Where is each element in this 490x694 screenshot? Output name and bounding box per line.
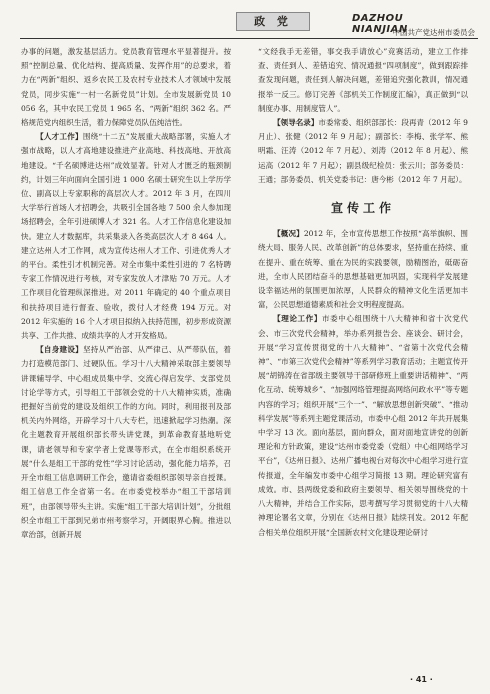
entry-text: 2012 年，全市宣传思想工作按照“高举旗帜、围绕大局、服务人民、改革创新”的总体要求，坚持重在持续、重在提升、重在统筹、重在为民的实践要领，励精图治，砥砺奋进，全市人民团结奋斗的思想基础更加巩固，实现科学发展建设幸福达州的氛围更加浓厚，人民群众的精神文化生活更加丰富，公民思想道德素质和社会文明程度提高。	[258, 229, 468, 310]
journal-subtitle: 中国共产党达州市委员会	[392, 28, 475, 37]
entry-heading: 【理论工作】	[273, 314, 322, 324]
paragraph: 办事的问题，激发基层活力。党员教育管理水平显著提升。按照“控制总量、优化结构、提高质量、发挥作用”的总要求，着力在“两新”组织、返乡农民工及农村专业技术人才领域中发展党员，同步实施“一村一名新党员”计划。全市发展新党员 10 056 名，其中农民工党员 1 965 名、“两新”组织 362 名。严格规范党内组织生活，着力保障党员队伍纯洁性。	[21, 47, 231, 128]
paragraph	[21, 343, 231, 542]
page-number: · 41 ·	[410, 675, 433, 684]
paragraph	[21, 130, 231, 343]
entry-heading: 【领导名录】	[273, 118, 319, 128]
section-heading: 宣传工作	[330, 201, 395, 216]
header-rule	[20, 38, 478, 39]
entry-heading: 【概况】	[273, 229, 304, 239]
right-column	[258, 45, 468, 540]
journal-title: DAZHOU NIANJIAN	[352, 13, 408, 35]
entry-text: 围绕“十二五”发展重大战略部署，实施人才强市战略，以人才高地建设推进产业高地、科技高地、开放高地建设。“千名硕博进达州”成效显著。针对人才匮乏的瓶颈制约，计划三年向面向全国引进 1 000 名硕士研究生以上学历学位、副高以上专家职称的高层次人才。2012 年 3 月，在四川大学举行首场人才招聘会，共吸引全国各地 7 500 余人参加现场招聘会，全年引进硕博人才 321 名。人才工作信息化建设加快。建立人才数据库，共采集录入各类高层次人才 8 464 人。建立达州人才工作网，成为宣传达州人才工作、引进优秀人才的平台。柔性引才机制完善。对全市集中柔性引进的 7 名特聘专家工作情况进行考核，对专家发放人才津贴 70 万元。人才工作项目化管理纵深推进。对 2011 年确定的 40 个重点项目和扶持项目进行督查、验收，拨付人才经费 194 万元。对 2012 年实施的 16 个人才项目拟纳入扶持范围，初步形成资源共享、工作共推、成绩共享的人才开发格局。	[21, 132, 231, 341]
entry-text: 市委常委、组织部部长：段再青（2012 年 9 月止）、张健（2012 年 9 月起）；副部长：李梅、张学军、熊明霜、汪涛（2012 年 7 月起）、刘涛（2012 年 8 月起）、熊运高（2012 年 7 月起）；副县级纪检员：张云川；部务委员：王通；部务委员、机关党委书记：唐今彬（2012 年 7 月起）。	[258, 118, 468, 184]
paragraph	[258, 227, 468, 312]
section-tab: 政 党	[236, 12, 310, 31]
left-column	[21, 45, 231, 542]
entry-heading: 【自身建设】	[36, 345, 83, 355]
entry-text: 坚持从严治部、从严律己、从严带队伍，着力打造模范部门、过硬队伍。学习十八大精神采取部主要领导讲课辅导学、中心组成员集中学、交流心得启发学、支部党员讨论学等方式，引导组工干部领会党的十八大精神实质，准确把握好当前党的建设及组织工作的方向。同时，利用报刊及部机关内外网络，开辟学习十八大专栏，迅速掀起学习热潮。深化主题教育开展组织部长带头讲党课，到革命教育基地听党课，请老领导和专家学者上党课等形式，在全市组织系统开展“什么是组工干部的党性”学习讨论活动，强化能力培养，召开全市组工信息调研工作会，邀请省委组织部领导亲自授课。组工信息工作全省第一名。在市委党校举办“组工干部培训班”，由部领导带头主讲。实施“组工干部大培训计划”，分批组织全市组工干部到兄弟市州考察学习，开阔眼界心胸。推进以章治部，创新开展	[21, 345, 231, 539]
entry-text: 市委中心组围绕十八大精神和省十次党代会、市三次党代会精神，举办系列报告会、座谈会、研讨会，开展“学习宣传贯彻党的十八大精神”、“省第十次党代会精神”、“市第三次党代会精神”等系列学习教育活动；主题宣传开展“胡锦涛在省部级主要领导干部研修班上重要讲话精神”、“两化互动、统筹城乡”、“加强网络管理提高网络问政水平”等专题内容的学习；组织开展“三个一”、“解放思想创新突破”、“推动科学发展”等系列主题党课活动，市委中心组 2012 年共开展集中学习 13 次。面向基层，面向群众，面对面地宣讲党的创新理论和方针政策，建设“达州市委党委（党组）中心组网络学习平台”，《达州日报》、达州广播电视台对每次中心组学习进行宣传报道，全年编发市委中心组学习简报 13 期。理论研究富有成效。市、县两级党委和政府主要领导、相关领导围绕党的十八大精神，并结合工作实际，思考撰写学习贯彻党的十八大精神理论署名文章，分别在《达州日报》陆续刊发。2012 年配合相关单位组织开展“全国新农村文化建设理论研讨	[258, 314, 468, 537]
paragraph	[258, 116, 468, 187]
paragraph	[258, 312, 468, 539]
paragraph: “文经我手无差错，事交我手请放心”竞赛活动，建立工作排查、责任到人、差错追究、情况通报“四项制度”，做到跟踪排查发现问题，责任到人解决问题，差错追究强化教训，情况通报举一反三。修订完善《部机关工作制度汇编》，真正做到“以制度办事、用制度管人”。	[258, 47, 468, 113]
entry-heading: 【人才工作】	[36, 132, 83, 142]
